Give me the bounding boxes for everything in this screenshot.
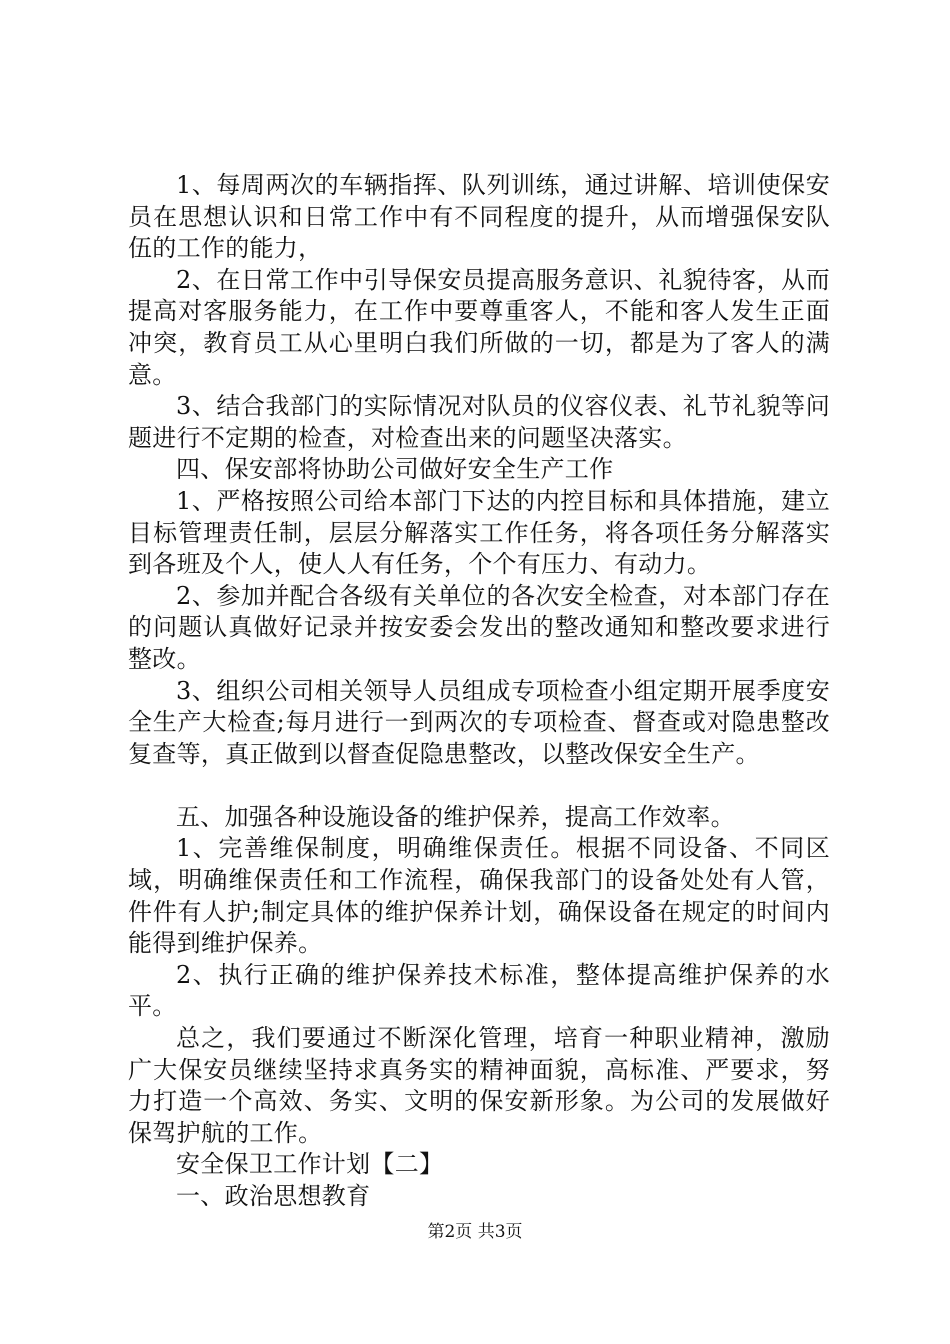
section-heading-safety-production: 四、保安部将协助公司做好安全生产工作 (176, 455, 614, 484)
paragraph-service-awareness: 2、在日常工作中引导保安员提高服务意识、礼貌待客，从而提高对客服务能力，在工作中要尊重客人，不能和客人发生正面冲突，教育员工从心里明白我们所做的一切，都是为了客人的满意。 (128, 265, 830, 389)
paragraph-special-inspection: 3、组织公司相关领导人员组成专项检查小组定期开展季度安全生产大检查;每月进行一到两次的专项检查、督查或对隐患整改复查等，真正做到以督查促隐患整改，以整改保安全生产。 (128, 676, 830, 768)
paragraph-summary: 总之，我们要通过不断深化管理，培育一种职业精神，激励广大保安员继续坚持求真务实的精神面貌，高标准、严要求，努力打造一个高效、务实、文明的保安新形象。为公司的发展做好保驾护航的工作。 (128, 1024, 830, 1147)
paragraph-drill-training: 1、每周两次的车辆指挥、队列训练，通过讲解、培训使保安员在思想认识和日常工作中有不同程度的提升，从而增强保安队伍的工作的能力， (128, 171, 830, 263)
section-heading-political-education: 一、政治思想教育 (176, 1182, 371, 1210)
paragraph-maintenance-system: 1、完善维保制度，明确维保责任。根据不同设备、不同区域，明确维保责任和工作流程，确保我部门的设备处处有人管，件件有人护;制定具体的维护保养计划，确保设备在规定的时间内能得到维护保养。 (128, 834, 830, 958)
document-body (128, 170, 830, 1213)
paragraph-maintenance-standards: 2、执行正确的维护保养技术标准，整体提高维护保养的水平。 (128, 960, 830, 1021)
paragraph-gap (128, 770, 830, 802)
paragraph-appearance-inspection: 3、结合我部门的实际情况对队员的仪容仪表、礼节礼貌等问题进行不定期的检查，对检查出来的问题坚决落实。 (128, 392, 830, 452)
paragraph-responsibility-system: 1、严格按照公司给本部门下达的内控目标和具体措施，建立目标管理责任制，层层分解落实工作任务，将各项任务分解落实到各班及个人，使人人有任务，个个有压力、有动力。 (128, 486, 830, 579)
page-number-footer: 第2页 共3页 (427, 1222, 523, 1242)
section-heading-equipment-maintenance: 五、加强各种设施设备的维护保养，提高工作效率。 (176, 802, 735, 831)
section-heading-plan-two: 安全保卫工作计划【二】 (176, 1150, 444, 1179)
paragraph-safety-inspection: 2、参加并配合各级有关单位的各次安全检查，对本部门存在的问题认真做好记录并按安委会发出的整改通知和整改要求进行整改。 (128, 581, 830, 673)
